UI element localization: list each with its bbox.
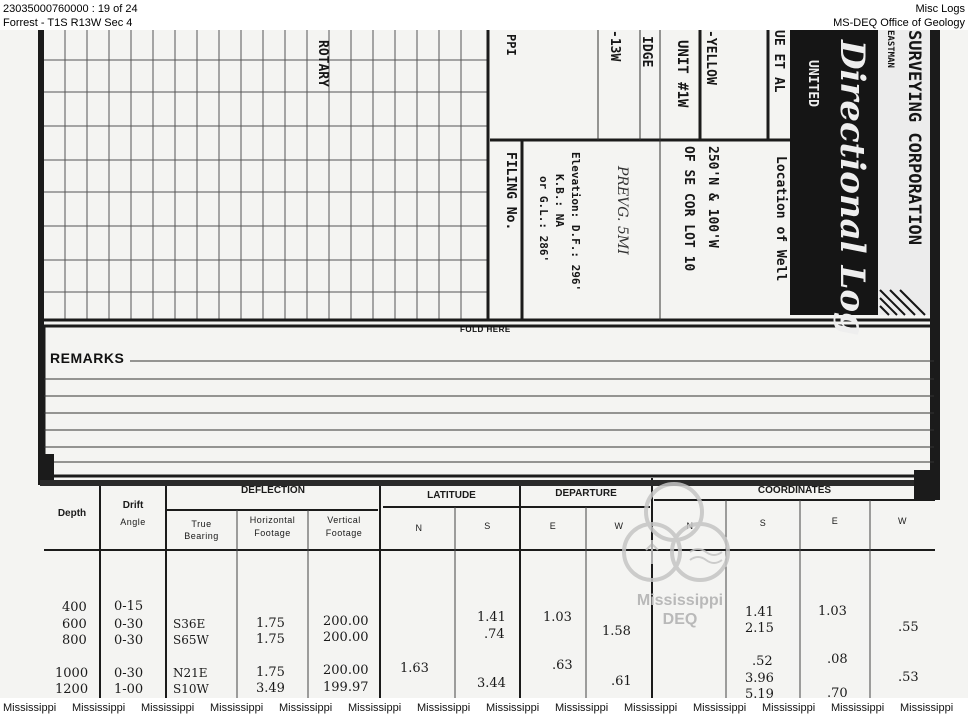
bearing-cell: S36E bbox=[173, 617, 206, 631]
coord-s-header: S bbox=[759, 518, 767, 528]
drift-cell: 0-30 bbox=[114, 617, 144, 632]
coord-s-cell: 3.96 bbox=[745, 671, 774, 686]
field-name-fragment: IDGE bbox=[639, 36, 654, 68]
scanned-log-page bbox=[0, 30, 968, 698]
drift-cell: 1-00 bbox=[114, 682, 144, 697]
coord-e-cell: 1.03 bbox=[818, 604, 847, 619]
true-bearing-header-1: True bbox=[191, 519, 212, 529]
elevation-gl: or G.L.: 286' bbox=[537, 176, 550, 263]
depth-cell: 1200 bbox=[55, 682, 89, 697]
footer-item: Mississippi bbox=[486, 702, 540, 714]
latitude-s-cell: 1.41 bbox=[477, 610, 506, 625]
horizontal-footage-cell: 1.75 bbox=[256, 665, 285, 680]
yellow-label: -YELLOW bbox=[703, 30, 718, 85]
location-line-1: 250'N & 100'W bbox=[705, 146, 720, 248]
directional-log-logo: Directional Log bbox=[832, 40, 872, 336]
watermark-line-2: DEQ bbox=[662, 611, 698, 628]
coord-s-cell: .52 bbox=[752, 654, 773, 669]
depth-header: Depth bbox=[57, 508, 87, 519]
footer-item: Mississippi bbox=[762, 702, 816, 714]
vertical-footage-cell: 200.00 bbox=[323, 614, 369, 629]
departure-e-cell: .63 bbox=[552, 658, 573, 673]
vertical-footage-header-1: Vertical bbox=[327, 515, 361, 525]
elevation-df: Elevation: D.F.: 296' bbox=[569, 152, 582, 292]
rotary-label: ROTARY bbox=[315, 40, 330, 87]
footer-item: Mississippi bbox=[3, 702, 57, 714]
watermark-line-1: Mississippi bbox=[636, 592, 724, 609]
footer-item: Mississippi bbox=[210, 702, 264, 714]
handwritten-note: PREVG. 5MI bbox=[614, 166, 630, 255]
depth-cell: 600 bbox=[62, 617, 87, 632]
location-line-2: OF SE COR LOT 10 bbox=[681, 146, 696, 272]
latitude-s-cell: 3.44 bbox=[477, 676, 506, 691]
form-lines bbox=[0, 30, 968, 698]
vertical-footage-header-2: Footage bbox=[325, 528, 363, 538]
watermark-text bbox=[620, 591, 740, 629]
logo-subtitle: UNITED bbox=[805, 60, 820, 107]
coord-e-header: E bbox=[831, 516, 839, 526]
horizontal-footage-header-1: Horizontal bbox=[249, 515, 296, 525]
document-category: Misc Logs bbox=[915, 3, 965, 15]
township-range-label: -13W bbox=[607, 30, 622, 62]
horizontal-footage-cell: 3.49 bbox=[256, 681, 285, 696]
departure-w-header: W bbox=[614, 521, 624, 531]
well-location: Forrest - T1S R13W Sec 4 bbox=[3, 17, 133, 29]
true-bearing-header-2: Bearing bbox=[184, 531, 219, 541]
operator-fragment: UE ET AL bbox=[771, 30, 786, 93]
horizontal-footage-header-2: Footage bbox=[254, 528, 291, 538]
unit-label: UNIT #1W bbox=[674, 40, 690, 108]
drift-cell: 0-30 bbox=[114, 666, 144, 681]
drift-cell: 0-15 bbox=[114, 599, 144, 614]
footer-item: Mississippi bbox=[141, 702, 195, 714]
coord-w-header: W bbox=[898, 516, 907, 526]
coord-s-cell: 1.41 bbox=[745, 605, 774, 620]
document-id: 23035000760000 : 19 of 24 bbox=[3, 3, 138, 15]
footer-item: Mississippi bbox=[693, 702, 747, 714]
elevation-kb: K.B.: NA bbox=[553, 174, 566, 227]
footer-watermark-strip bbox=[0, 701, 968, 715]
coord-w-cell: .53 bbox=[898, 670, 919, 685]
footer-item: Mississippi bbox=[348, 702, 402, 714]
coord-s-cell: 2.15 bbox=[745, 621, 774, 636]
footer-item: Mississippi bbox=[72, 702, 126, 714]
company-name: SURVEYING CORPORATION bbox=[904, 30, 924, 245]
departure-w-cell: 1.58 bbox=[602, 624, 631, 639]
coord-n-header: N bbox=[686, 521, 694, 531]
horizontal-footage-cell: 1.75 bbox=[256, 632, 285, 647]
coord-e-cell: .70 bbox=[827, 686, 848, 698]
latitude-header: LATITUDE bbox=[427, 490, 476, 501]
footer-item: Mississippi bbox=[624, 702, 678, 714]
latitude-s-header: S bbox=[484, 521, 491, 531]
vertical-footage-cell: 199.97 bbox=[323, 680, 369, 695]
coord-s-cell: 5.19 bbox=[745, 687, 774, 698]
office-name: MS-DEQ Office of Geology bbox=[833, 17, 965, 29]
departure-e-cell: 1.03 bbox=[543, 610, 572, 625]
bearing-cell: S10W bbox=[173, 682, 209, 696]
coordinates-header: COORDINATES bbox=[757, 485, 832, 496]
fold-here-label: FOLD HERE bbox=[460, 325, 511, 334]
filing-number-label: FILING No. bbox=[503, 152, 518, 231]
latitude-s-cell: .74 bbox=[484, 627, 505, 642]
latitude-n-cell: 1.63 bbox=[400, 661, 429, 676]
deflection-header: DEFLECTION bbox=[241, 485, 305, 496]
depth-cell: 400 bbox=[62, 600, 87, 615]
location-of-well-label: Location of Well bbox=[773, 156, 788, 282]
bearing-cell: S65W bbox=[173, 633, 209, 647]
footer-item: Mississippi bbox=[417, 702, 471, 714]
horizontal-footage-cell: 1.75 bbox=[256, 616, 285, 631]
departure-w-cell: .61 bbox=[611, 674, 632, 689]
departure-header: DEPARTURE bbox=[555, 488, 617, 499]
company-small-label: EASTMAN bbox=[885, 30, 895, 68]
ppi-label: PPI bbox=[504, 34, 518, 56]
footer-item: Mississippi bbox=[900, 702, 954, 714]
angle-header: Angle bbox=[120, 517, 146, 527]
vertical-footage-cell: 200.00 bbox=[323, 630, 369, 645]
footer-item: Mississippi bbox=[831, 702, 885, 714]
vertical-footage-cell: 200.00 bbox=[323, 663, 369, 678]
departure-e-header: E bbox=[549, 521, 557, 531]
latitude-n-header: N bbox=[415, 523, 423, 533]
drift-cell: 0-30 bbox=[114, 633, 144, 648]
drift-header: Drift bbox=[122, 500, 144, 511]
remarks-label: REMARKS bbox=[50, 350, 125, 366]
footer-item: Mississippi bbox=[279, 702, 333, 714]
footer-item: Mississippi bbox=[555, 702, 609, 714]
depth-cell: 1000 bbox=[55, 666, 89, 681]
coord-e-cell: .08 bbox=[827, 652, 848, 667]
bearing-cell: N21E bbox=[173, 666, 208, 680]
depth-cell: 800 bbox=[62, 633, 87, 648]
coord-w-cell: .55 bbox=[898, 620, 919, 635]
